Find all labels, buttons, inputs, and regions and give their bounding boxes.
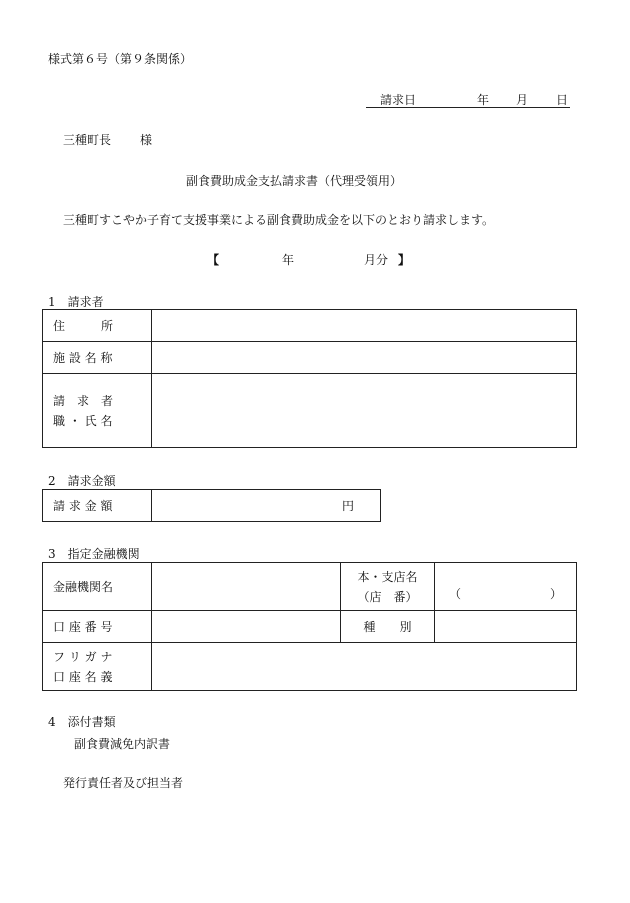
account-number-field[interactable] [152, 611, 341, 643]
section3-heading: 3 指定金融機関 [48, 547, 140, 561]
account-type-label: 種 別 [341, 611, 435, 643]
branch-label-line1: 本・支店名 [357, 569, 418, 584]
furigana-label: フ リ ガ ナ [53, 649, 113, 664]
account-type-field[interactable] [435, 611, 577, 643]
requester-table [42, 309, 577, 448]
requester-label [43, 374, 152, 448]
request-date-day: 日 [556, 93, 569, 107]
period-year: 年 [282, 253, 295, 267]
account-holder-label [43, 643, 152, 691]
document-title: 副食費助成金支払請求書（代理受領用） [186, 174, 403, 188]
address-label: 住 所 [43, 310, 152, 342]
bank-name-label: 金融機関名 [43, 563, 152, 611]
request-date-month: 月 [516, 93, 529, 107]
paren-close: ） [549, 587, 562, 601]
bank-name-field[interactable] [152, 563, 341, 611]
form-number: 様式第６号（第９条関係） [48, 52, 193, 66]
section2-heading: 2 請求金額 [48, 474, 116, 488]
account-number-label: 口 座 番 号 [43, 611, 152, 643]
requester-label-line2: 職 ・ 氏 名 [53, 413, 113, 428]
issuer-label: 発行責任者及び担当者 [63, 776, 184, 790]
period-close: 】 [398, 253, 411, 267]
requester-name-field[interactable] [152, 374, 577, 448]
period-month: 月分 [364, 253, 389, 267]
period-open: 【 [207, 253, 220, 267]
branch-label-line2: （店 番） [357, 589, 418, 604]
address-field[interactable] [152, 310, 577, 342]
holder-label: 口 座 名 義 [53, 669, 113, 684]
addressee-honorific: 様 [140, 133, 153, 147]
facility-name-field[interactable] [152, 342, 577, 374]
intro-text: 三種町すこやか子育て支援事業による副食費助成金を以下のとおり請求します。 [63, 213, 495, 227]
section1-heading: 1 請求者 [48, 295, 104, 309]
account-holder-field[interactable] [152, 643, 577, 691]
request-date-year: 年 [477, 93, 490, 107]
amount-table [42, 489, 381, 522]
yen-unit: 円 [341, 499, 354, 513]
request-date-label: 請求日 [380, 93, 417, 107]
amount-field[interactable] [152, 490, 381, 522]
amount-label: 請 求 金 額 [43, 490, 152, 522]
attachment-item: 副食費減免内訳書 [74, 737, 171, 751]
paren-open: （ [449, 587, 462, 601]
facility-name-label: 施 設 名 称 [43, 342, 152, 374]
branch-label [341, 563, 435, 611]
section4-heading: 4 添付書類 [48, 715, 116, 729]
bank-table [42, 562, 577, 691]
addressee-name: 三種町長 [63, 133, 112, 147]
requester-label-line1: 請 求 者 [53, 393, 114, 408]
branch-field[interactable] [435, 563, 577, 611]
